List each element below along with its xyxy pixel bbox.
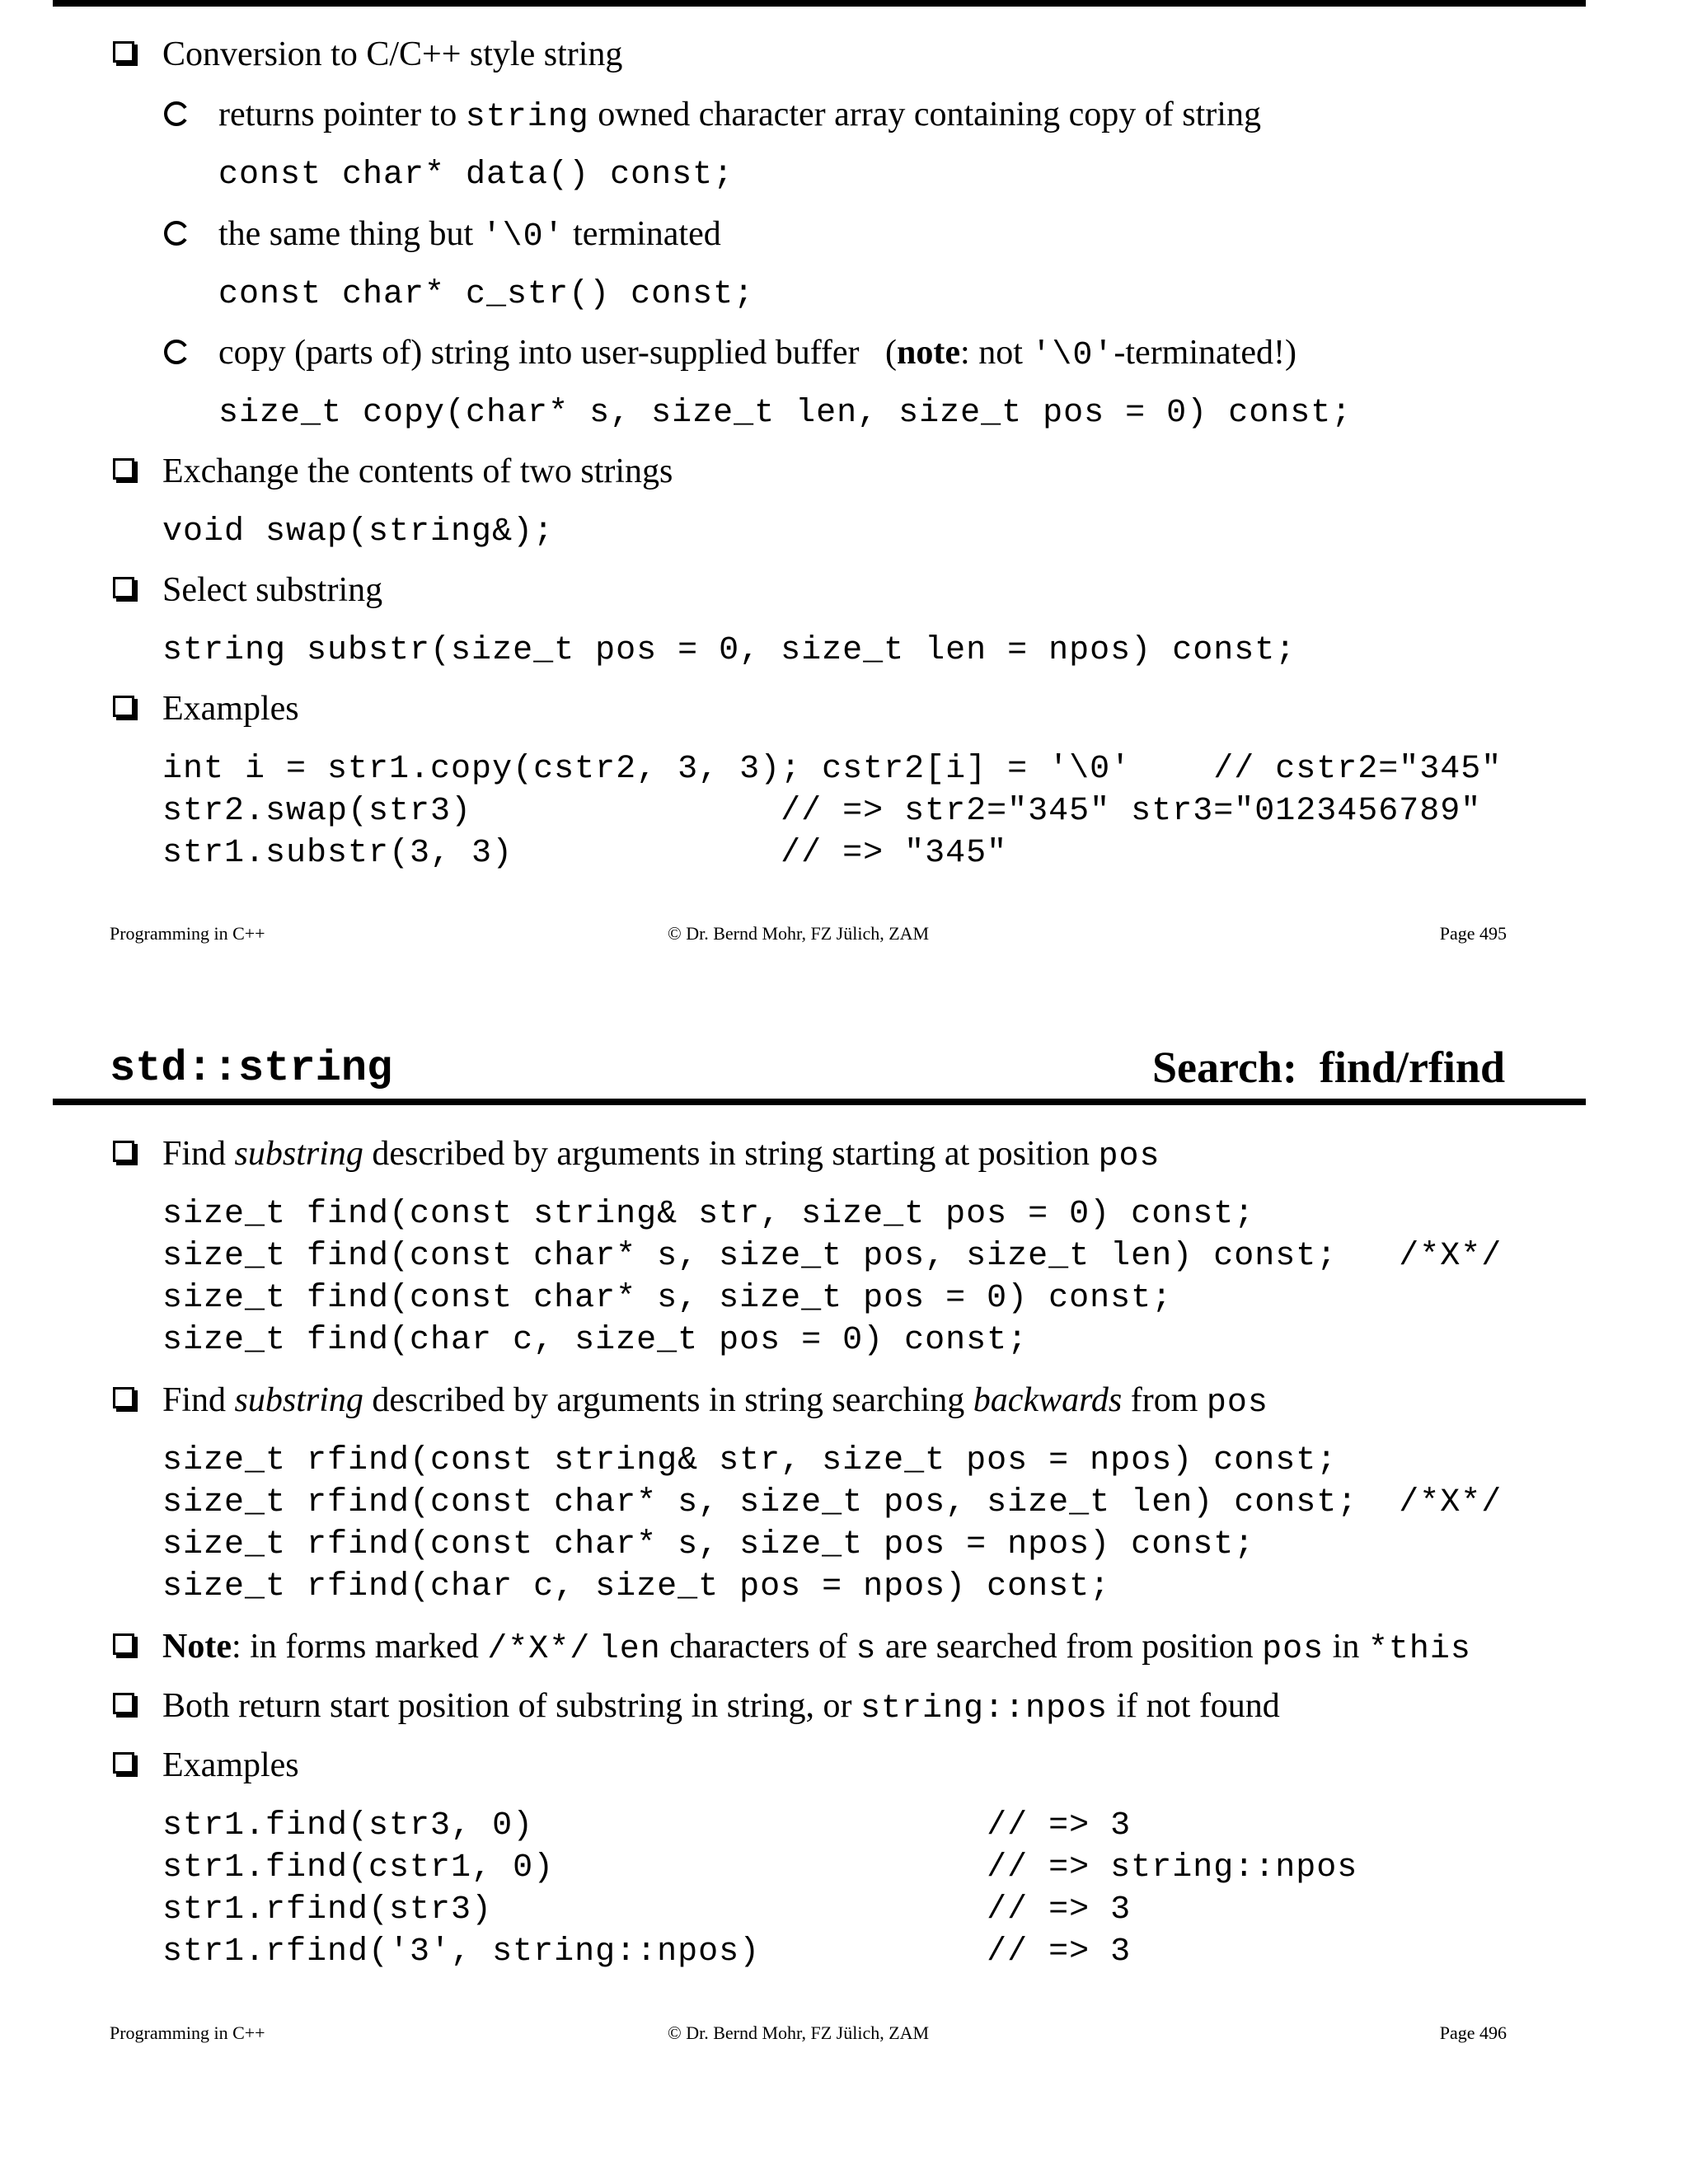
footer-left: Programming in C++ [110, 923, 265, 944]
square-bullet-icon [113, 1693, 134, 1714]
code-swap: void swap(string&); [162, 513, 555, 551]
code-examples: int i = str1.copy(cstr2, 3, 3); cstr2[i] = '\0' // cstr2="345" str2.swap(str3) // => str2="345" str3="0123456789" str1.substr(3, 3) // => "345" [162, 751, 1503, 872]
footer-right: Page 496 [1439, 2022, 1507, 2043]
footer-left: Programming in C++ [110, 2022, 265, 2043]
square-bullet-icon [113, 1752, 134, 1774]
title-rule [53, 1099, 1586, 1105]
bullet-both: Both return start position of substring in string, or string::npos if not found [162, 1687, 1280, 1727]
square-bullet-icon [113, 41, 134, 63]
square-bullet-icon [113, 458, 134, 480]
code-data: const char* data() const; [218, 157, 734, 194]
code-substr: string substr(size_t pos = 0, size_t len = npos) const; [162, 632, 1296, 669]
sub-bullet-returns: returns pointer to string owned character array containing copy of string [218, 96, 1261, 136]
bullet-rfind: Find substring described by arguments in string searching backwards from pos [162, 1381, 1268, 1422]
code-rfind: size_t rfind(const string& str, size_t pos = npos) const; size_t rfind(const char* s, size_t pos, size_t len) const; /*X*/ size_t rfind(const char* s, size_t pos = npos) const; size_t rfind(char c, size_t pos = npos) const; [162, 1442, 1503, 1605]
bullet-find: Find substring described by arguments in string starting at position pos [162, 1135, 1160, 1175]
slide-page-495 [0, 0, 1688, 972]
top-rule [53, 0, 1586, 7]
slide-subtitle: Search: find/rfind [1151, 1043, 1505, 1092]
bullet-exchange: Exchange the contents of two strings [162, 452, 673, 490]
footer-center: © Dr. Bernd Mohr, FZ Jülich, ZAM [668, 2022, 930, 2043]
square-bullet-icon [113, 1387, 134, 1408]
circle-bullet-icon [164, 340, 189, 364]
code-copy: size_t copy(char* s, size_t len, size_t pos = 0) const; [218, 395, 1353, 432]
bullet-select: Select substring [162, 571, 383, 609]
footer-center: © Dr. Bernd Mohr, FZ Jülich, ZAM [668, 923, 930, 944]
footer-right: Page 495 [1439, 923, 1507, 944]
slide-title: std::string [110, 1044, 393, 1093]
square-bullet-icon [113, 696, 134, 717]
bullet-examples: Examples [162, 690, 299, 728]
code-c-str: const char* c_str() const; [218, 276, 755, 313]
square-bullet-icon [113, 1633, 134, 1655]
circle-bullet-icon [164, 221, 189, 246]
square-bullet-icon [113, 577, 134, 598]
code-find: size_t find(const string& str, size_t pos = 0) const; size_t find(const char* s, size_t pos, size_t len) const; /*X*/ size_t find(const char* s, size_t pos = 0) const; size_t find(char c, size_t pos = 0) const; [162, 1196, 1503, 1359]
bullet-conversion: Conversion to C/C++ style string [162, 35, 623, 73]
sub-bullet-same: the same thing but '\0' terminated [218, 215, 721, 255]
square-bullet-icon [113, 1141, 134, 1162]
bullet-note: Note: in forms marked /*X*/ len characters of s are searched from position pos in *this [162, 1628, 1471, 1668]
slide-page-496 [0, 972, 1688, 2184]
code-examples-2: str1.find(str3, 0) // => 3 str1.find(cstr1, 0) // => string::npos str1.rfind(str3) // => 3 str1.rfind('3', string::npos) // => 3 [162, 1807, 1358, 1971]
bullet-examples-2: Examples [162, 1746, 299, 1784]
sub-bullet-copy: copy (parts of) string into user-supplied buffer (note: not '\0'-terminated!) [218, 334, 1296, 374]
circle-bullet-icon [164, 101, 189, 126]
